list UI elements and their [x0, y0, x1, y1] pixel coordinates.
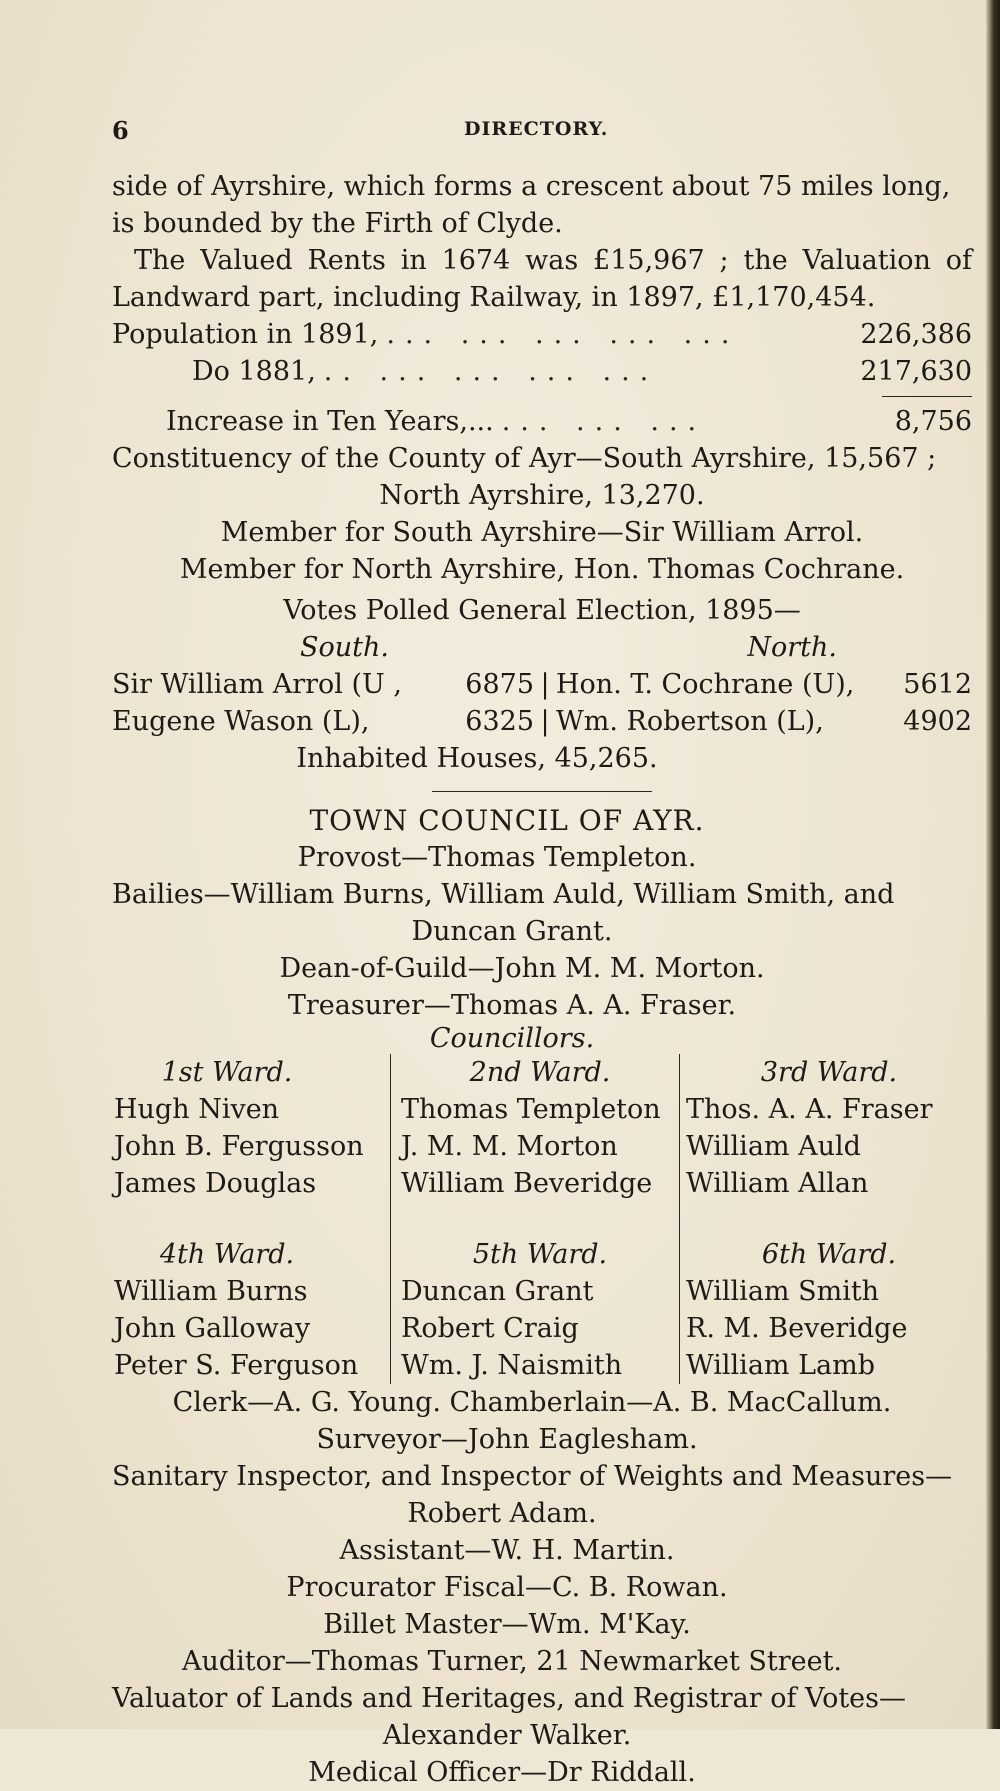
councillor-name: J. M. M. Morton: [401, 1131, 618, 1162]
sum-rule: [882, 396, 972, 397]
page-number: 6: [112, 116, 129, 145]
ward-heading: 2nd Ward.: [469, 1057, 611, 1088]
population-value: 226,386: [860, 319, 972, 350]
valuation-paragraph: The Valued Rents in 1674 was £15,967 ; the Valuation of Landward part, including Railway, in 1897, £1,170,454.: [112, 245, 972, 313]
valuator-line-1: Valuator of Lands and Heritages, and Registrar of Votes—: [112, 1683, 907, 1714]
candidate-name: Wm. Robertson (L),: [556, 706, 824, 737]
population-value: 217,630: [860, 356, 972, 387]
votes-row: [112, 703, 972, 740]
councillor-name: Robert Craig: [401, 1313, 579, 1344]
ward-heading: 4th Ward.: [159, 1239, 295, 1270]
votes-column-heads: [112, 629, 972, 666]
population-label: Do 1881,: [192, 356, 316, 387]
population-row-1891: [112, 316, 972, 353]
valuator-line-2: Alexander Walker.: [382, 1720, 632, 1751]
councillor-name: Thomas Templeton: [401, 1094, 661, 1125]
dot-leaders: ... ... ... ... ...: [386, 319, 740, 350]
council-title: TOWN COUNCIL OF AYR.: [309, 804, 705, 837]
councillor-name: Wm. J. Naismith: [401, 1350, 623, 1381]
dot-leaders: ... ... ...: [501, 406, 707, 437]
page-body: [112, 168, 972, 1791]
candidate-name: Hon. T. Cochrane (U),: [556, 669, 855, 700]
procurator-line: Procurator Fiscal—C. B. Rowan.: [286, 1572, 728, 1603]
wards-table: [112, 1054, 972, 1384]
clerk-line: Clerk—A. G. Young. Chamberlain—A. B. MacCallum.: [172, 1387, 892, 1418]
section-rule: [432, 791, 652, 792]
councillor-name: Hugh Niven: [114, 1094, 280, 1125]
bailies-line-1: Bailies—William Burns, William Auld, William Smith, and: [112, 879, 895, 910]
running-head-title: DIRECTORY.: [464, 118, 609, 140]
surveyor-line: Surveyor—John Eaglesham.: [316, 1424, 698, 1455]
candidate-votes: 4902: [903, 706, 972, 737]
ward-heading: 3rd Ward.: [760, 1057, 898, 1088]
councillor-name: Thos. A. A. Fraser: [686, 1094, 933, 1125]
ward-heading: 6th Ward.: [761, 1239, 897, 1270]
member-south: Member for South Ayrshire—Sir William Arrol.: [220, 517, 864, 548]
councillor-name: Duncan Grant: [401, 1276, 594, 1307]
votes-title: Votes Polled General Election, 1895—: [283, 595, 801, 626]
votes-row: [112, 666, 972, 703]
sanitary-line-2: Robert Adam.: [407, 1498, 597, 1529]
running-header: [112, 110, 972, 150]
population-row-1881: [112, 353, 972, 390]
councillor-name: William Burns: [114, 1276, 308, 1307]
treasurer-line: Treasurer—Thomas A. A. Fraser.: [287, 990, 737, 1021]
councillor-name: R. M. Beveridge: [686, 1313, 908, 1344]
intro-line-2: is bounded by the Firth of Clyde.: [112, 208, 563, 239]
inhabited-houses: Inhabited Houses, 45,265.: [296, 743, 658, 774]
councillor-name: William Beveridge: [401, 1168, 653, 1199]
councillor-name: William Smith: [686, 1276, 880, 1307]
candidate-votes: 5612: [903, 669, 972, 700]
councillor-name: John Galloway: [114, 1313, 311, 1344]
councillor-name: James Douglas: [114, 1168, 317, 1199]
votes-south-head: South.: [300, 632, 389, 663]
auditor-line: Auditor—Thomas Turner, 21 Newmarket Street.: [181, 1646, 843, 1677]
sanitary-line-1: Sanitary Inspector, and Inspector of Weights and Measures—: [112, 1461, 953, 1492]
provost-line: Provost—Thomas Templeton.: [297, 842, 697, 873]
dot-leaders: .. ... ... ... ...: [323, 356, 659, 387]
increase-label: Increase in Ten Years,...: [166, 406, 494, 437]
councillor-name: John B. Fergusson: [114, 1131, 364, 1162]
column-separator: |: [540, 669, 550, 700]
councillor-name: William Allan: [686, 1168, 869, 1199]
constituency-line-2: North Ayrshire, 13,270.: [379, 480, 705, 511]
councillor-name: William Lamb: [686, 1350, 876, 1381]
population-label: Population in 1891,: [112, 319, 379, 350]
ward-heading: 1st Ward.: [161, 1057, 293, 1088]
councillor-name: William Auld: [686, 1131, 861, 1162]
ward-column: [390, 1054, 680, 1384]
ward-column: [680, 1054, 972, 1384]
dean-of-guild-line: Dean-of-Guild—John M. M. Morton.: [279, 953, 765, 984]
assistant-line: Assistant—W. H. Martin.: [339, 1535, 675, 1566]
ward-column: [112, 1054, 390, 1384]
constituency-line-1: Constituency of the County of Ayr—South Ayrshire, 15,567 ;: [112, 443, 937, 474]
billet-master-line: Billet Master—Wm. M'Kay.: [323, 1609, 691, 1640]
bailies-line-2: Duncan Grant.: [411, 916, 613, 947]
candidate-name: Sir William Arrol (U ,: [112, 669, 402, 700]
increase-value: 8,756: [894, 406, 972, 437]
increase-row: [112, 403, 972, 440]
councillor-name: Peter S. Ferguson: [114, 1350, 359, 1381]
medical-officer-line: Medical Officer—Dr Riddall.: [308, 1757, 696, 1788]
member-north: Member for North Ayrshire, Hon. Thomas Cochrane.: [179, 554, 905, 585]
page-edge-shadow: [986, 0, 1000, 1729]
ward-heading: 5th Ward.: [472, 1239, 608, 1270]
candidate-votes: 6325: [465, 706, 534, 737]
column-separator: |: [540, 706, 550, 737]
votes-north-head: North.: [747, 632, 837, 663]
candidate-votes: 6875: [465, 669, 534, 700]
intro-line-1: side of Ayrshire, which forms a crescent about 75 miles long,: [112, 171, 951, 202]
candidate-name: Eugene Wason (L),: [112, 706, 370, 737]
councillors-heading: Councillors.: [429, 1023, 595, 1054]
